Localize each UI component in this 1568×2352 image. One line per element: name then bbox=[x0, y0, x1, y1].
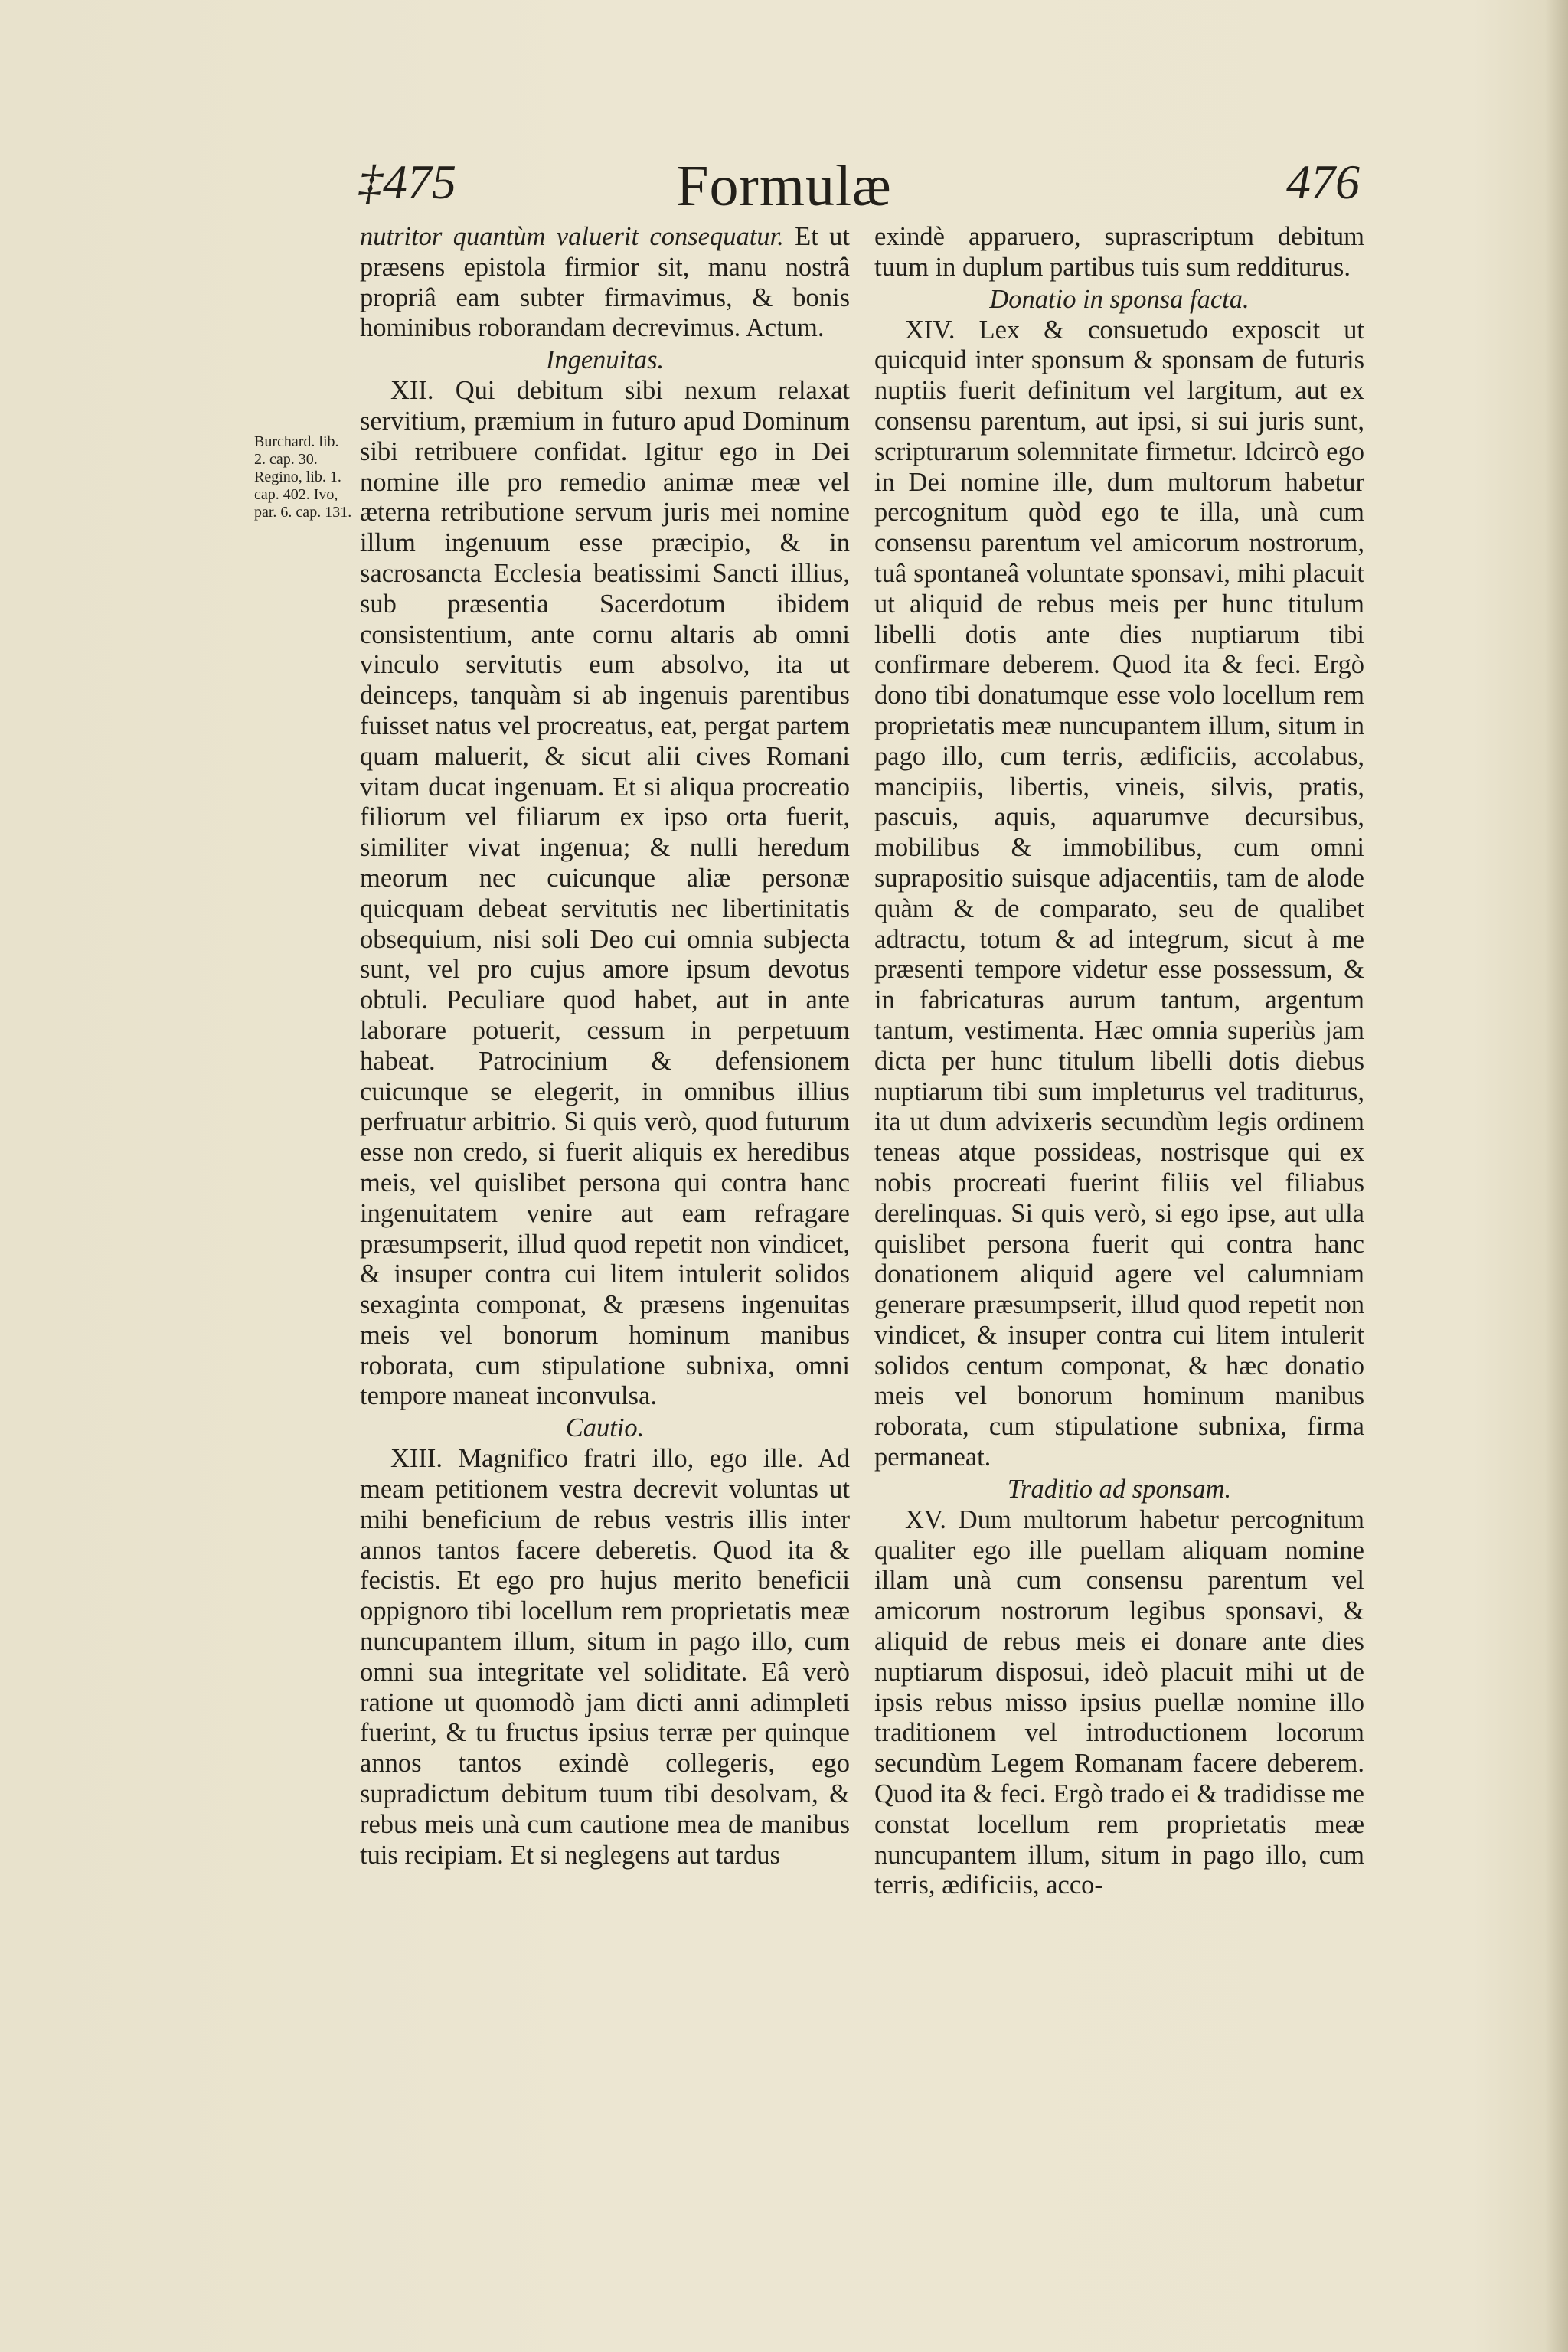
paragraph-xv: XV. Dum multorum habetur percognitum qualiter ego ille puellam aliquam nomine illam unà cum consensu parentum vel amicorum nostrorum legibus sponsavi, & aliquid de rebus meis ei donare ante dies nuptiarum disposui, ideò placuit mihi ut de ipsis rebus misso ipsius puellæ nomine illo traditionem vel introductionem locorum secundùm Legem Romanam facere deberem. Quod ita & feci. Ergò trado ei & tradidisse me constat locellum rem proprietatis meæ nuncupantem illum, situm in pago illo, cum terris, ædificiis, acco- bbox=[874, 1504, 1364, 1900]
left-column bbox=[360, 222, 850, 1870]
section-heading-traditio: Traditio ad sponsam. bbox=[1007, 1474, 1232, 1504]
section-heading-donatio: Donatio in sponsa facta. bbox=[989, 284, 1250, 314]
page-title: Formulæ bbox=[676, 154, 892, 218]
page-number-left: ‡475 bbox=[358, 155, 456, 209]
paragraph-xiv: XIV. Lex & consuetudo exposcit ut quicquid inter sponsum & sponsam de futuris nuptiis fuerit definitum vel largitum, aut ex consensu parentum, aut ipsi, si sui juris sunt, scripturarum solemnitate firmetur. Idcircò ego in Dei nomine ille, dum multorum habetur percognitum quòd ego te illa, unà cum consensu parentum vel amicorum nostrorum, tuâ spontaneâ voluntate sponsavi, mihi placuit ut aliquid de rebus meis per hunc titulum libelli dotis ante dies nuptiarum tibi confirmare deberem. Quod ita & feci. Ergò dono tibi donatumque esse volo locellum rem proprietatis meæ nuncupantem illum, situm in pago illo, cum terris, ædificiis, accolabus, mancipiis, libertis, vineis, silvis, pratis, pascuis, aquis, aquarumve decursibus, mobilibus & immobilibus, cum omni suprapositio suisque adjacentiis, tam de alode quàm & de comparato, seu de qualibet adtractu, totum & ad integrum, sicut à me præsenti tempore videtur esse possessum, & in fabricaturas aurum tantum, argentum tantum, vestimenta. Hæc omnia superiùs jam dicta per hunc titulum libelli dotis diebus nuptiarum tibi sum impleturus vel traditurus, ita ut dum advixeris secundùm legis ordinem teneas atque possideas, nostrisque qui ex nobis procreati fuerint filiis vel filiabus derelinquas. Si quis verò, si ego ipse, aut ulla quislibet persona fuerit qui contra hanc donationem aliquid agere vel calumniam generare præsumpserit, illud quod repetit non vindicet, & insuper contra cui litem intulerit solidos centum componat, & hæc donatio meis vel bonorum hominum manibus roborata, cum stipulatione subnixa, firma permaneat. bbox=[874, 315, 1364, 1472]
page-edge-shadow bbox=[1545, 0, 1568, 2352]
page-number-right: 476 bbox=[1286, 155, 1360, 209]
section-heading-ingenuitas: Ingenuitas. bbox=[545, 345, 665, 375]
right-column bbox=[874, 222, 1364, 1901]
left-opening-rest: Et ut præsens epistola firmior sit, manu nostrâ propriâ eam subter firmavimus, & bonis hominibus roborandam decrevimus. Actum. bbox=[360, 222, 850, 343]
right-opening: exindè apparuero, suprascriptum debitum tuum in duplum partibus tuis sum redditurus. bbox=[874, 222, 1364, 282]
paragraph-xii: XII. Qui debitum sibi nexum relaxat servitium, præmium in futuro apud Dominum sibi retribuere confidat. Igitur ego in Dei nomine ille pro remedio animæ meæ vel æterna retributione servum juris mei nomine illum ingenuum esse præcipio, & in sacrosancta Ecclesia beatissimi Sancti illius, sub præsentia Sacerdotum ibidem consistentium, ante cornu altaris ab omni vinculo servitutis eum absolvo, ita ut deinceps, tanquàm si ab ingenuis parentibus fuisset natus vel procreatus, eat, pergat partem quam maluerit, & sicut alii cives Romani vitam ducat ingenuam. Et si aliqua procreatio filiorum vel filiarum ex ipso orta fuerit, similiter vivat ingenua; & nulli heredum meorum nec cuicunque aliæ personæ quicquam debeat servitutis nec libertinitatis obsequium, nisi soli Deo cui omnia subjecta sunt, vel pro cujus amore ipsum devotus obtuli. Peculiare quod habet, aut in ante laborare potuerit, cessum in perpetuum habeat. Patrocinium & defensionem cuicunque se elegerit, in omnibus illius perfruatur arbitrio. Si quis verò, quod futurum esse non credo, si fuerit aliquis ex heredibus meis, vel quislibet persona qui contra hanc ingenuitatem venire aut eam refragare præsumpserit, illud quod repetit non vindicet, & insuper contra cui litem intulerit solidos sexaginta componat, & præsens ingenuitas meis vel bonorum hominum manibus roborata, cum stipulatione subnixa, omni tempore maneat inconvulsa. bbox=[360, 376, 850, 1411]
paragraph-xiii: XIII. Magnifico fratri illo, ego ille. Ad meam petitionem vestra decrevit voluntas ut mihi beneficium de rebus vestris illis inter annos tantos facere deberetis. Quod ita & fecistis. Et ego pro hujus merito beneficii oppignoro tibi locellum rem proprietatis meæ nuncupantem illum, situm in pago illo, cum omni sua integritate vel soliditate. Eâ verò ratione ut quomodò jam dicti anni adimpleti fuerint, & tu fructus ipsius terræ per quinque annos tantos exindè collegeris, ego supradictum debitum tuum tibi desolvam, & rebus meis unà cum cautione mea de manibus tuis recipiam. Et si neglegens aut tardus bbox=[360, 1444, 850, 1870]
left-opening bbox=[360, 222, 850, 344]
section-heading-cautio: Cautio. bbox=[565, 1413, 645, 1443]
margin-note: Burchard. lib. 2. cap. 30. Regino, lib. 1. cap. 402. Ivo, par. 6. cap. 131. bbox=[254, 433, 352, 521]
left-opening-italic: nutritor quantùm valuerit consequatur. bbox=[360, 222, 784, 251]
